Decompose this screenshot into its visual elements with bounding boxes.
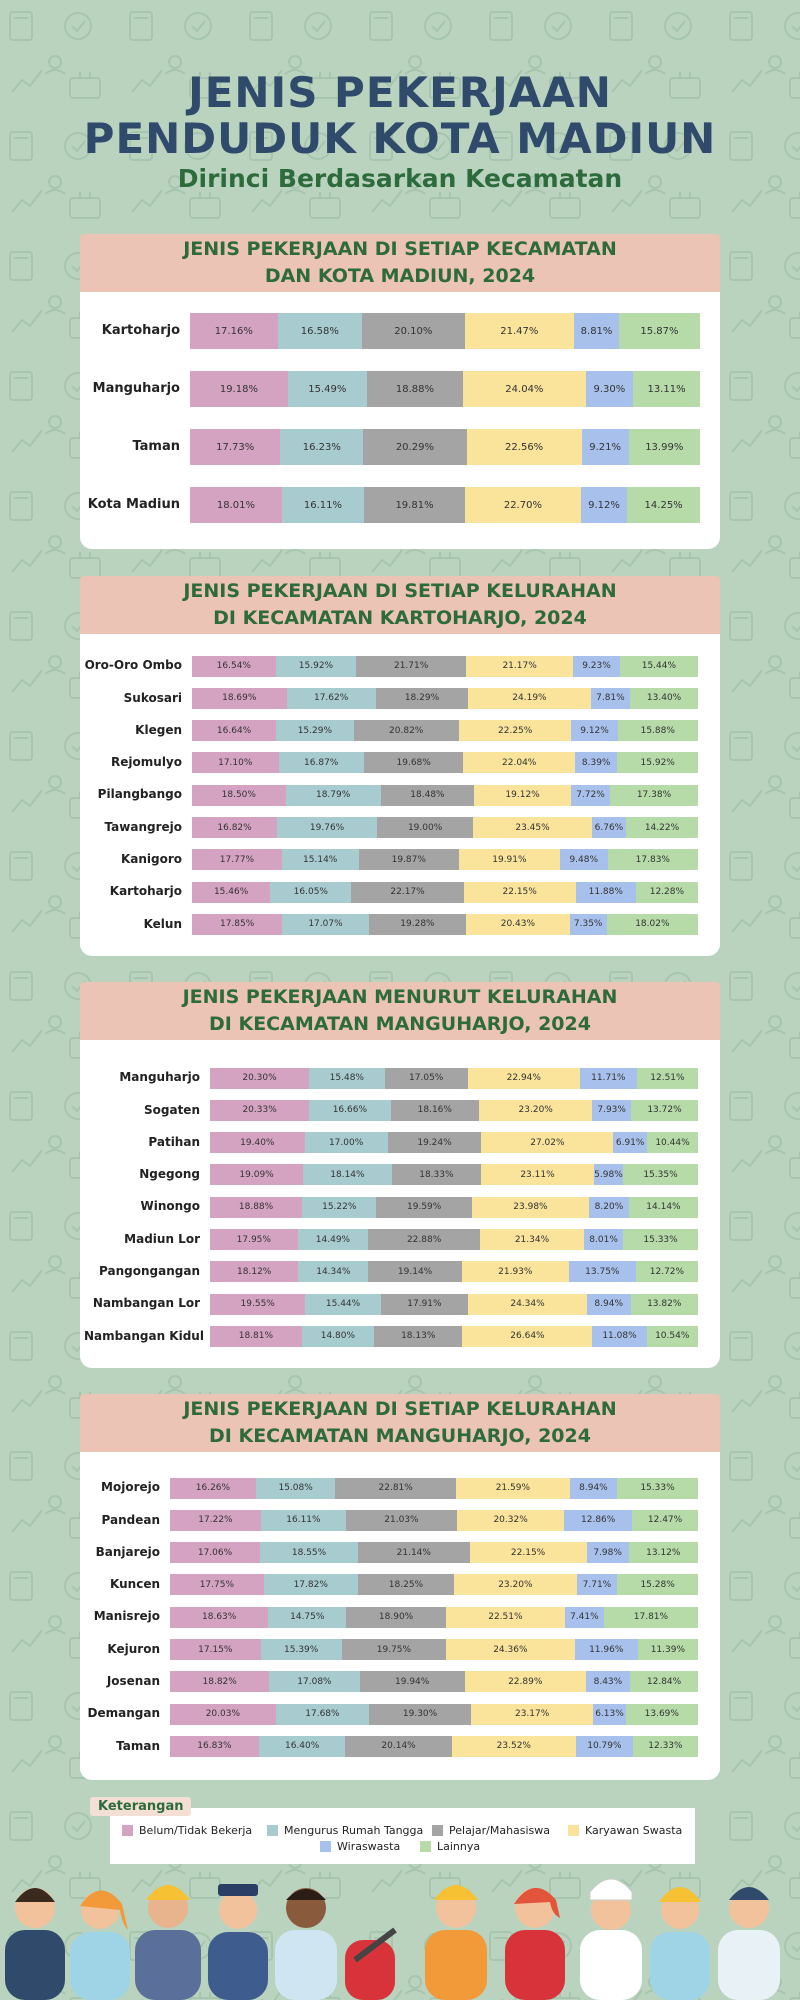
bar-segment: 19.09% [210, 1164, 303, 1185]
stacked-bar [210, 1261, 698, 1282]
bar-segment: 15.87% [619, 313, 700, 349]
stacked-bar [192, 882, 698, 903]
bar-segment: 16.11% [261, 1510, 346, 1531]
section-2-title-line2: DI KECAMATAN KARTOHARJO, 2024 [213, 607, 587, 629]
stacked-bar [190, 429, 700, 465]
bar-segment: 7.81% [591, 688, 631, 709]
bar-segment: 22.89% [465, 1671, 586, 1692]
row-label: Kanigoro [120, 852, 182, 866]
bar-segment: 24.36% [446, 1639, 575, 1660]
stacked-bar [192, 752, 698, 773]
row-label: Josenan [106, 1674, 160, 1688]
worker-figure [425, 1885, 487, 2000]
bar-segment: 9.48% [560, 849, 608, 870]
bar-segment: 8.94% [570, 1478, 617, 1499]
bar-segment: 16.26% [170, 1478, 256, 1499]
bar-segment: 22.15% [470, 1542, 587, 1563]
bar-segment: 21.59% [456, 1478, 570, 1499]
stacked-bar [192, 688, 698, 709]
section-1-card [80, 292, 720, 549]
bar-segment: 19.24% [388, 1132, 482, 1153]
legend-label: Wiraswasta [337, 1840, 401, 1853]
bar-segment: 19.18% [190, 371, 288, 407]
section-4-title-line1: JENIS PEKERJAAN DI SETIAP KELURAHAN [183, 1398, 617, 1420]
row-label: Patihan [148, 1134, 200, 1149]
bar-segment: 18.79% [286, 785, 381, 806]
bar-segment: 7.35% [570, 914, 607, 935]
row-label: Rejomulyo [111, 755, 182, 770]
section-3-card [80, 1040, 720, 1368]
row-label: Mojorejo [101, 1480, 160, 1495]
bar-segment: 19.91% [459, 849, 560, 870]
bar-segment: 18.81% [210, 1326, 302, 1347]
worker-figure [208, 1884, 268, 2000]
bar-segment: 9.12% [581, 487, 628, 523]
row-label: Klegen [135, 722, 182, 737]
bar-segment: 20.03% [170, 1704, 276, 1725]
bar-segment: 23.20% [454, 1574, 576, 1595]
bar-segment: 24.04% [463, 371, 586, 407]
bar-segment: 8.94% [587, 1294, 631, 1315]
bar-segment: 6.91% [613, 1132, 647, 1153]
bar-segment: 15.48% [309, 1068, 385, 1089]
bar-segment: 23.45% [473, 817, 592, 838]
stacked-bar [190, 313, 700, 349]
stacked-bar [192, 720, 698, 741]
bar-segment: 7.71% [577, 1574, 618, 1595]
bar-segment: 12.33% [633, 1736, 698, 1757]
legend-item-mengurus-rumah-tangga [267, 1824, 423, 1837]
bar-segment: 24.19% [468, 688, 590, 709]
bar-segment: 18.01% [190, 487, 282, 523]
row-label: Pandean [101, 1512, 160, 1527]
bar-segment: 15.14% [282, 849, 359, 870]
bar-segment: 19.59% [376, 1197, 472, 1218]
bar-segment: 21.71% [356, 656, 466, 677]
bar-segment: 16.64% [192, 720, 276, 741]
bar-segment: 12.51% [637, 1068, 698, 1089]
bar-segment: 19.30% [369, 1704, 471, 1725]
legend-label: Belum/Tidak Bekerja [139, 1824, 253, 1837]
bar-segment: 17.15% [170, 1639, 261, 1660]
stacked-bar [192, 817, 698, 838]
section-1-title-line1: JENIS PEKERJAAN DI SETIAP KECAMATAN [183, 238, 617, 260]
section-2-card [80, 634, 720, 956]
bar-segment: 15.44% [305, 1294, 380, 1315]
bar-segment: 22.17% [351, 882, 463, 903]
bar-segment: 18.25% [358, 1574, 454, 1595]
legend-swatch [420, 1841, 431, 1852]
row-label: Manguharjo [119, 1070, 200, 1085]
bar-segment: 23.11% [481, 1164, 594, 1185]
bar-segment: 8.20% [589, 1197, 629, 1218]
legend-box [110, 1808, 695, 1864]
bar-segment: 11.88% [576, 882, 636, 903]
worker-figure [5, 1888, 65, 2000]
row-label: Ngegong [139, 1167, 200, 1182]
worker-figure [70, 1890, 130, 2000]
worker-figure [718, 1887, 780, 2000]
bar-segment: 26.64% [462, 1326, 592, 1347]
row-label: Kuncen [110, 1577, 160, 1592]
bar-segment: 22.25% [459, 720, 572, 741]
row-label: Tawangrejo [104, 819, 182, 834]
bar-segment: 22.56% [467, 429, 582, 465]
bar-segment: 18.90% [346, 1607, 446, 1628]
bar-segment: 23.20% [479, 1100, 592, 1121]
bar-segment: 17.22% [170, 1510, 261, 1531]
bar-segment: 19.94% [360, 1671, 465, 1692]
stacked-bar [210, 1132, 698, 1153]
workers-illustration [0, 1870, 800, 2000]
bar-segment: 8.81% [574, 313, 619, 349]
bar-segment: 17.77% [192, 849, 282, 870]
bar-segment: 22.94% [468, 1068, 580, 1089]
bar-segment: 18.33% [392, 1164, 481, 1185]
legend-swatch [432, 1825, 443, 1836]
page-title-line1: JENIS PEKERJAAN [188, 68, 612, 117]
bar-segment: 17.05% [385, 1068, 468, 1089]
bar-segment: 7.41% [565, 1607, 604, 1628]
bar-segment: 22.88% [368, 1229, 480, 1250]
section-4-title-line2: DI KECAMATAN MANGUHARJO, 2024 [209, 1425, 591, 1447]
legend-swatch [267, 1825, 278, 1836]
bar-segment: 17.82% [264, 1574, 358, 1595]
bar-segment: 15.49% [288, 371, 367, 407]
bar-segment: 13.11% [633, 371, 700, 407]
bar-segment: 18.16% [391, 1100, 480, 1121]
bar-segment: 18.02% [607, 914, 698, 935]
stacked-bar [170, 1542, 698, 1563]
bar-segment: 11.08% [592, 1326, 646, 1347]
bar-segment: 21.34% [480, 1229, 584, 1250]
row-label: Oro-Oro Ombo [84, 658, 182, 673]
row-label: Nambangan Lor [92, 1296, 200, 1311]
bar-segment: 19.14% [368, 1261, 461, 1282]
bar-segment: 17.68% [276, 1704, 369, 1725]
bar-segment: 22.04% [463, 752, 575, 773]
bar-segment: 15.28% [617, 1574, 698, 1595]
bar-segment: 16.11% [282, 487, 364, 523]
bar-segment: 7.93% [592, 1100, 631, 1121]
bar-segment: 14.25% [627, 487, 700, 523]
section-3-title-line1: JENIS PEKERJAAN MENURUT KELURAHAN [182, 986, 618, 1008]
bar-segment: 17.38% [610, 785, 698, 806]
bar-segment: 18.14% [303, 1164, 392, 1185]
stacked-bar [192, 914, 698, 935]
bar-segment: 17.10% [192, 752, 279, 773]
bar-segment: 15.33% [623, 1229, 698, 1250]
stacked-bar [170, 1639, 698, 1660]
legend-label: Lainnya [437, 1840, 481, 1853]
bar-segment: 16.05% [270, 882, 351, 903]
legend-swatch [122, 1825, 133, 1836]
bar-segment: 16.23% [280, 429, 363, 465]
bar-segment: 18.48% [381, 785, 475, 806]
bar-segment: 8.01% [584, 1229, 623, 1250]
row-label: Pilangbango [97, 787, 182, 802]
bar-segment: 21.03% [346, 1510, 457, 1531]
bar-segment: 17.00% [305, 1132, 388, 1153]
bar-segment: 14.75% [268, 1607, 346, 1628]
bar-segment: 16.58% [278, 313, 363, 349]
row-label: Taman [116, 1738, 160, 1753]
bar-segment: 16.83% [170, 1736, 259, 1757]
stacked-bar [170, 1478, 698, 1499]
legend-item-belum-tidak-bekerja [122, 1824, 252, 1837]
bar-segment: 13.69% [626, 1704, 698, 1725]
legend-swatch [320, 1841, 331, 1852]
bar-segment: 16.66% [309, 1100, 390, 1121]
bar-segment: 11.96% [575, 1639, 638, 1660]
bar-segment: 18.13% [374, 1326, 462, 1347]
bar-segment: 19.40% [210, 1132, 305, 1153]
page-subtitle: Dirinci Berdasarkan Kecamatan [177, 164, 623, 193]
worker-figure [345, 1930, 395, 2000]
bar-segment: 15.46% [192, 882, 270, 903]
bar-segment: 23.52% [452, 1736, 576, 1757]
bar-segment: 13.82% [631, 1294, 698, 1315]
bar-segment: 19.81% [364, 487, 465, 523]
row-label: Kartoharjo [109, 884, 182, 899]
bar-segment: 19.28% [369, 914, 467, 935]
stacked-bar [210, 1164, 698, 1185]
section-4-header [80, 1394, 720, 1452]
bar-segment: 15.92% [617, 752, 698, 773]
bar-segment: 20.82% [354, 720, 459, 741]
bar-segment: 11.39% [638, 1639, 698, 1660]
bar-segment: 7.98% [587, 1542, 629, 1563]
bar-segment: 17.08% [269, 1671, 359, 1692]
bar-segment: 17.81% [604, 1607, 698, 1628]
bar-segment: 19.76% [277, 817, 377, 838]
bar-segment: 19.00% [377, 817, 473, 838]
bar-segment: 16.82% [192, 817, 277, 838]
bar-segment: 14.34% [298, 1261, 368, 1282]
legend-label: Pelajar/Mahasiswa [449, 1824, 551, 1837]
bar-segment: 17.06% [170, 1542, 260, 1563]
row-label: Kelun [143, 916, 182, 931]
worker-figure [135, 1885, 201, 2000]
bar-segment: 6.13% [593, 1704, 625, 1725]
bar-segment: 14.22% [626, 817, 698, 838]
legend-title: Keterangan [90, 1797, 191, 1816]
bar-segment: 15.35% [623, 1164, 698, 1185]
bar-segment: 21.93% [462, 1261, 569, 1282]
bar-segment: 27.02% [481, 1132, 613, 1153]
bar-segment: 15.88% [618, 720, 698, 741]
stacked-bar [170, 1671, 698, 1692]
stacked-bar [210, 1326, 698, 1347]
bar-segment: 12.72% [636, 1261, 698, 1282]
worker-figure [650, 1887, 710, 2000]
bar-segment: 18.29% [376, 688, 469, 709]
row-label: Banjarejo [95, 1544, 160, 1559]
bar-segment: 20.43% [466, 914, 569, 935]
bar-segment: 23.98% [472, 1197, 589, 1218]
stacked-bar [170, 1607, 698, 1628]
row-label: Kejuron [107, 1641, 160, 1656]
bar-segment: 17.95% [210, 1229, 298, 1250]
legend-item-karyawan-swasta [568, 1824, 682, 1837]
stacked-bar [210, 1068, 698, 1089]
bar-segment: 21.14% [358, 1542, 470, 1563]
legend-swatch [568, 1825, 579, 1836]
stacked-bar [210, 1100, 698, 1121]
bar-segment: 19.75% [342, 1639, 446, 1660]
bar-segment: 14.80% [302, 1326, 374, 1347]
bar-segment: 14.14% [629, 1197, 698, 1218]
worker-figure [275, 1888, 337, 2000]
legend-label: Mengurus Rumah Tangga [284, 1824, 424, 1837]
bar-segment: 21.47% [465, 313, 575, 349]
bar-segment: 20.30% [210, 1068, 309, 1089]
bar-segment: 16.87% [279, 752, 364, 773]
legend-item-lainnya [420, 1840, 480, 1853]
bar-segment: 22.70% [465, 487, 581, 523]
worker-figure [580, 1879, 642, 2000]
bar-segment: 19.68% [364, 752, 464, 773]
section-3-title-line2: DI KECAMATAN MANGUHARJO, 2024 [209, 1013, 591, 1035]
bar-segment: 18.12% [210, 1261, 298, 1282]
bar-segment: 15.39% [261, 1639, 342, 1660]
legend-item-pelajar-mahasiswa [432, 1824, 550, 1837]
row-label: Manguharjo [92, 380, 180, 396]
row-label: Taman [132, 438, 180, 454]
row-label: Kota Madiun [87, 496, 180, 512]
bar-segment: 22.15% [464, 882, 576, 903]
bar-segment: 9.23% [573, 656, 620, 677]
bar-segment: 12.84% [630, 1671, 698, 1692]
bar-segment: 19.55% [210, 1294, 305, 1315]
stacked-bar [210, 1197, 698, 1218]
bar-segment: 9.12% [571, 720, 617, 741]
bar-segment: 13.75% [569, 1261, 636, 1282]
bar-segment: 20.33% [210, 1100, 309, 1121]
bar-segment: 9.21% [582, 429, 629, 465]
bar-segment: 13.12% [629, 1542, 698, 1563]
bar-segment: 15.22% [302, 1197, 376, 1218]
bar-segment: 19.87% [359, 849, 460, 870]
bar-segment: 17.91% [381, 1294, 468, 1315]
bar-segment: 16.40% [259, 1736, 346, 1757]
stacked-bar [170, 1736, 698, 1757]
bar-segment: 18.88% [210, 1197, 302, 1218]
row-label: Sukosari [123, 690, 182, 705]
bar-segment: 18.50% [192, 785, 286, 806]
stacked-bar [192, 849, 698, 870]
bar-segment: 13.99% [629, 429, 700, 465]
bar-segment: 18.63% [170, 1607, 268, 1628]
stacked-bar [192, 785, 698, 806]
bar-segment: 12.86% [564, 1510, 632, 1531]
legend-label: Karyawan Swasta [585, 1824, 683, 1837]
bar-segment: 12.47% [632, 1510, 698, 1531]
bar-segment: 18.55% [260, 1542, 358, 1563]
bar-segment: 13.72% [631, 1100, 698, 1121]
row-label: Demangan [87, 1706, 160, 1721]
section-2-header [80, 576, 720, 634]
bar-segment: 15.44% [620, 656, 698, 677]
section-3-header [80, 982, 720, 1040]
legend-item-wiraswasta [320, 1840, 400, 1853]
bar-segment: 10.44% [647, 1132, 698, 1153]
stacked-bar [210, 1229, 698, 1250]
bar-segment: 17.83% [608, 849, 698, 870]
bar-segment: 17.62% [287, 688, 376, 709]
row-label: Kartoharjo [101, 322, 180, 338]
row-label: Nambangan Kidul [84, 1328, 204, 1343]
bar-segment: 16.54% [192, 656, 276, 677]
bar-segment: 24.34% [468, 1294, 587, 1315]
bar-segment: 15.92% [276, 656, 357, 677]
bar-segment: 21.17% [466, 656, 573, 677]
bar-segment: 18.82% [170, 1671, 269, 1692]
bar-segment: 22.51% [446, 1607, 565, 1628]
section-1-header [80, 234, 720, 292]
bar-segment: 17.75% [170, 1574, 264, 1595]
section-1-title-line2: DAN KOTA MADIUN, 2024 [264, 265, 536, 287]
row-label: Pangongangan [99, 1264, 200, 1278]
bar-segment: 20.32% [457, 1510, 564, 1531]
section-2-title-line1: JENIS PEKERJAAN DI SETIAP KELURAHAN [183, 580, 617, 602]
bar-segment: 15.33% [617, 1478, 698, 1499]
bar-segment: 10.79% [576, 1736, 633, 1757]
stacked-bar [210, 1294, 698, 1315]
bar-segment: 12.28% [636, 882, 698, 903]
bar-segment: 13.40% [630, 688, 698, 709]
stacked-bar [190, 371, 700, 407]
row-label: Sogaten [144, 1102, 200, 1117]
bar-segment: 23.17% [471, 1704, 593, 1725]
bar-segment: 20.10% [362, 313, 465, 349]
bar-segment: 17.85% [192, 914, 282, 935]
bar-segment: 17.73% [190, 429, 280, 465]
row-label: Winongo [140, 1199, 200, 1214]
stacked-bar [170, 1574, 698, 1595]
section-4-card [80, 1452, 720, 1780]
bar-segment: 8.43% [586, 1671, 631, 1692]
stacked-bar [190, 487, 700, 523]
page-title-line2: PENDUDUK KOTA MADIUN [83, 114, 717, 163]
bar-segment: 6.76% [592, 817, 626, 838]
bar-segment: 14.49% [298, 1229, 369, 1250]
bar-segment: 18.69% [192, 688, 287, 709]
stacked-bar [170, 1704, 698, 1725]
stacked-bar [192, 656, 698, 677]
bar-segment: 18.88% [367, 371, 463, 407]
bar-segment: 9.30% [586, 371, 633, 407]
bar-segment: 20.29% [363, 429, 466, 465]
bar-segment: 7.72% [571, 785, 610, 806]
bar-segment: 17.07% [282, 914, 368, 935]
row-label: Manisrejo [93, 1609, 160, 1624]
stacked-bar [170, 1510, 698, 1531]
worker-figure [505, 1888, 565, 2000]
bar-segment: 19.12% [474, 785, 571, 806]
row-label: Madiun Lor [124, 1231, 200, 1246]
bar-segment: 20.14% [345, 1736, 451, 1757]
bar-segment: 15.08% [256, 1478, 336, 1499]
bar-segment: 8.39% [575, 752, 617, 773]
bar-segment: 17.16% [190, 313, 278, 349]
bar-segment: 10.54% [647, 1326, 698, 1347]
bar-segment: 15.29% [276, 720, 353, 741]
bar-segment: 5.98% [594, 1164, 623, 1185]
bar-segment: 22.81% [335, 1478, 455, 1499]
bar-segment: 11.71% [580, 1068, 637, 1089]
